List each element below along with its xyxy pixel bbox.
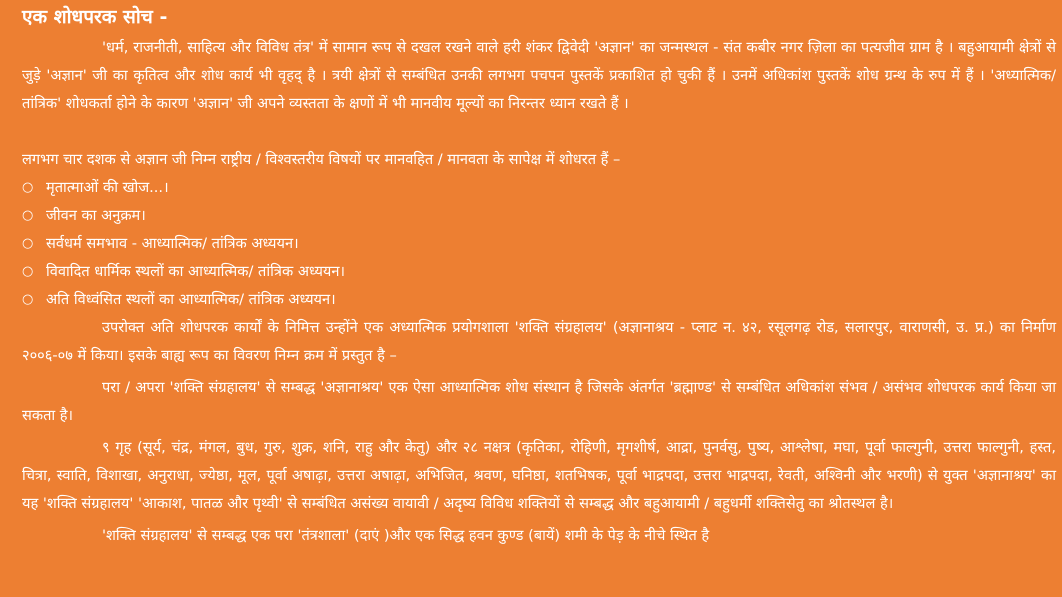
list-item: [22, 202, 1056, 230]
research-topics-list: [22, 174, 1056, 314]
para-apara-paragraph: परा / अपरा 'शक्ति संग्रहालय' से सम्बद्ध 'अज्ञानाश्रय' एक ऐसा आध्यात्मिक शोध संस्थान है जिसके अंतर्गत 'ब्रह्माण्ड' से सम्बंधित अधिकांश संभव / असंभव शोधपरक कार्य किया जा सकता है।: [22, 379, 1056, 424]
list-item-text: विवादित धार्मिक स्थलों का आध्यात्मिक/ तांत्रिक अध्ययन।: [46, 263, 346, 280]
circle-bullet-icon: ○: [22, 180, 34, 195]
list-item-text: अति विध्वंसित स्थलों का आध्यात्मिक/ तांत्रिक अध्ययन।: [46, 291, 336, 308]
list-item-text: जीवन का अनुक्रम।: [46, 207, 146, 224]
list-item: [22, 286, 1056, 314]
intro-paragraph: 'धर्म, राजनीती, साहित्य और विविध तंत्र' में सामान रूप से दखल रखने वाले हरी शंकर द्विवेदी 'अज्ञान' का जन्मस्थल - संत कबीर नगर ज़िला का पत्यजीव ग्राम है । बहुआयामी क्षेत्रों से जुड़े 'अज्ञान' जी का कृतित्व और शोध कार्य भी वृहद् है । त्रयी क्षेत्रों से सम्बंधित उनकी लगभग पचपन पुस्तकें प्रकाशित हो चुकी हैं । उनमें अधिकांश पुस्तकें शोध ग्रन्थ के रुप में हैं । 'अध्यात्मिक/ तांत्रिक' शोधकर्ता होने के कारण 'अज्ञान' जी अपने व्यस्तता के क्षणों में भी मानवीय मूल्यों का निरन्तर ध्यान रखते हैं ।: [22, 39, 1056, 112]
list-item: [22, 258, 1056, 286]
list-item: [22, 230, 1056, 258]
graha-nakshatra-paragraph: ९ गृह (सूर्य, चंद्र, मंगल, बुध, गुरु, शुक्र, शनि, राहु और केतु) और २८ नक्षत्र (कृतिका, रोहिणी, मृगशीर्ष, आद्रा, पुनर्वसु, पुष्य, आश्लेषा, मघा, पूर्वा फाल्गुनी, उत्तरा फाल्गुनी, हस्त, चित्रा, स्वाति, विशाखा, अनुराधा, ज्येष्ठा, मूल, पूर्वा अषाढ़ा, उत्तरा अषाढ़ा, अभिजित, श्रवण, घनिष्ठा, शतभिषक, पूर्वा भाद्रपदा, उत्तरा भाद्रपदा, रेवती, अश्विनी और भरणी) से युक्त 'अज्ञानाश्रय' का यह 'शक्ति संग्रहालय' 'आकाश, पातळ और पृथ्वी' से सम्बंधित असंख्य वायावी / अदृष्य विविध शक्तियों से सम्बद्ध और बहुआयामी / बहुधर्मी शक्तिसेतु का श्रोतस्थल है।: [22, 439, 1056, 512]
list-item-text: सर्वधर्म समभाव - आध्यात्मिक/ तांत्रिक अध्ययन।: [46, 235, 299, 252]
spacer: [22, 118, 1056, 146]
closing-paragraph: 'शक्ति संग्रहालय' से सम्बद्ध एक परा 'तंत्रशाला' (दाएं )और एक सिद्ध हवन कुण्ड (बायें) शमी के पेड़ के नीचे स्थित है: [102, 527, 710, 544]
circle-bullet-icon: ○: [22, 264, 34, 279]
list-item: [22, 174, 1056, 202]
circle-bullet-icon: ○: [22, 236, 34, 251]
circle-bullet-icon: ○: [22, 208, 34, 223]
research-intro: लगभग चार दशक से अज्ञान जी निम्न राष्ट्रीय / विश्वस्तरीय विषयों पर मानवहित / मानवता के सापेक्ष में शोधरत हैं –: [22, 151, 621, 168]
page-title: एक शोधपरक सोच -: [22, 6, 168, 28]
circle-bullet-icon: ○: [22, 292, 34, 307]
list-item-text: मृतात्माओं की खोज...।: [46, 179, 169, 196]
article: [22, 0, 1056, 550]
lab-paragraph: उपरोक्त अति शोधपरक कार्यों के निमित्त उन्होंने एक अध्यात्मिक प्रयोगशाला 'शक्ति संग्रहालय' (अज्ञानाश्रय - प्लाट न. ४२, रसूलगढ़ रोड, सलारपुर, वाराणसी, उ. प्र.) का निर्माण २००६-०७ में किया। इसके बाह्य रूप का विवरण निम्न क्रम में प्रस्तुत है –: [22, 319, 1056, 364]
